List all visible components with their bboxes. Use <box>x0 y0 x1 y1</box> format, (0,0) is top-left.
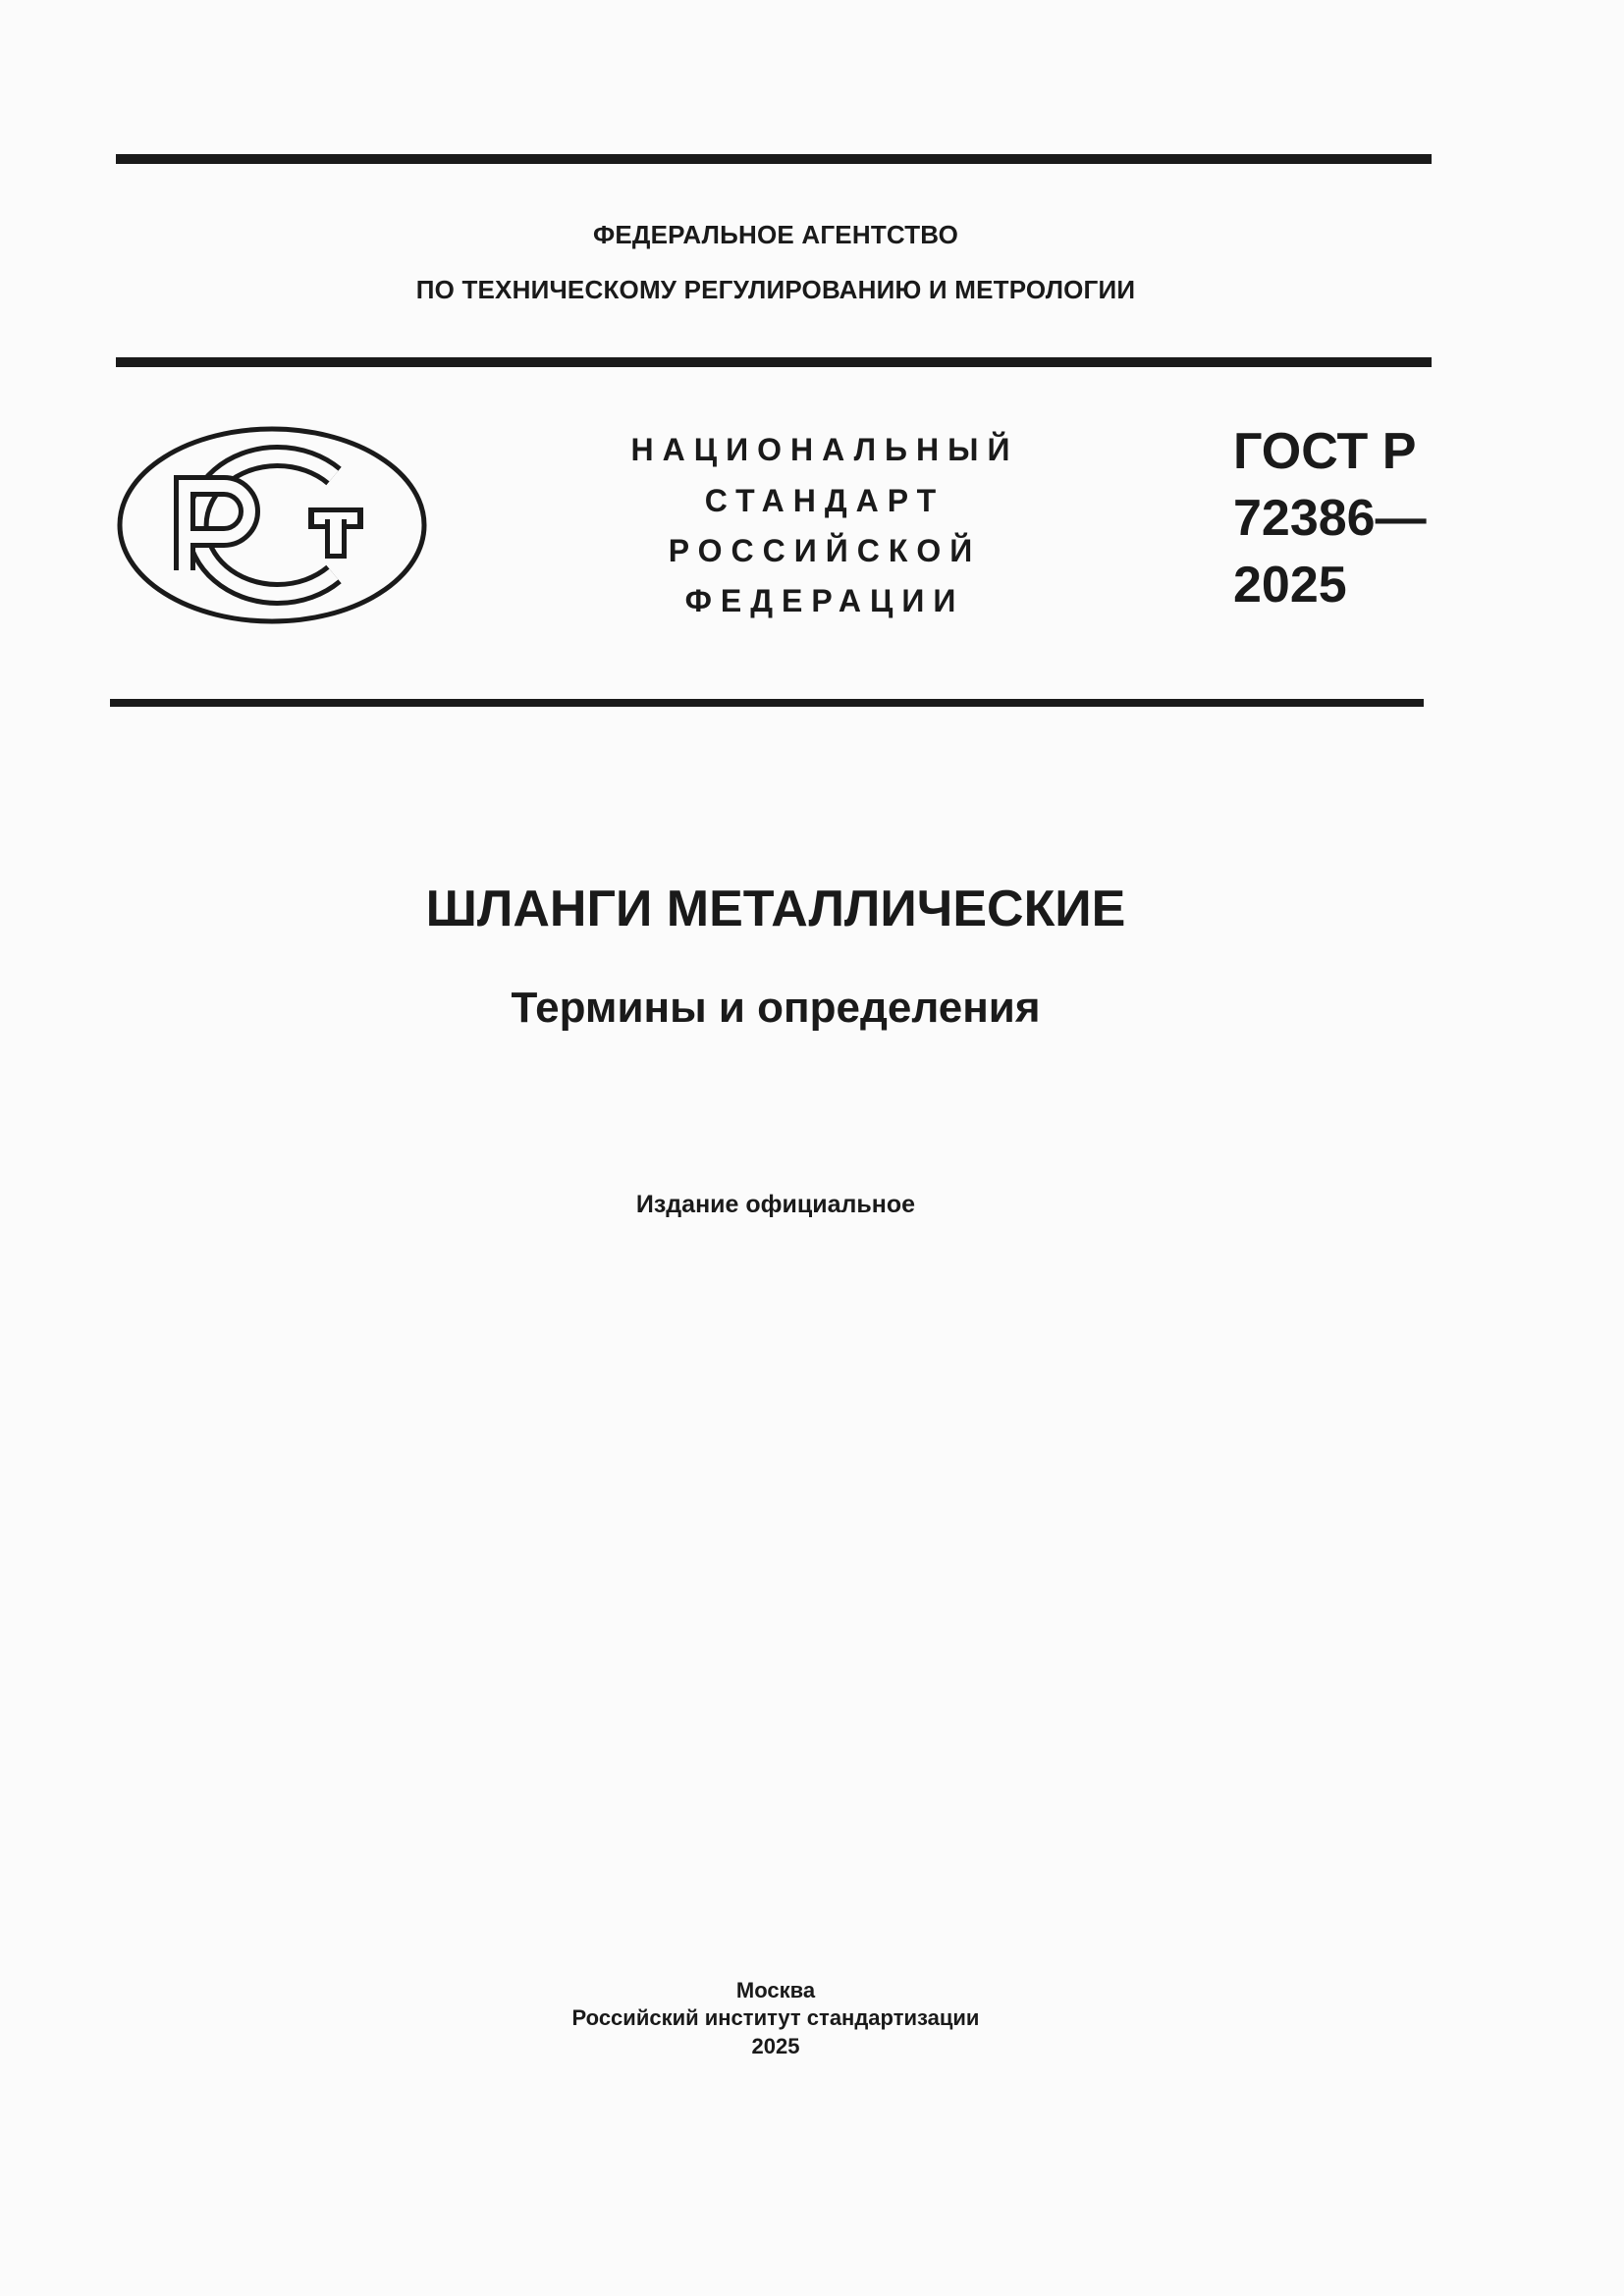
standard-code-line-3: 2025 <box>1233 557 1347 614</box>
document-subtitle: Термины и определения <box>511 984 1041 1032</box>
document-title: ШЛАНГИ МЕТАЛЛИЧЕСКИЕ <box>425 881 1126 937</box>
standard-type-line-1: НАЦИОНАЛЬНЫЙ <box>630 432 1019 467</box>
standard-type-line-2: СТАНДАРТ <box>704 483 946 518</box>
middle-rule <box>116 357 1432 367</box>
agency-name-line-1: ФЕДЕРАЛЬНОЕ АГЕНТСТВО <box>592 220 959 249</box>
imprint-city: Москва <box>735 1978 816 2002</box>
standard-code-line-2: 72386— <box>1233 490 1427 547</box>
bottom-rule <box>110 699 1424 707</box>
imprint-publisher: Российский институт стандартизации <box>571 2005 980 2030</box>
rst-logo-icon <box>116 425 428 626</box>
edition-note: Издание официальное <box>635 1191 916 1218</box>
standard-code-line-1: ГОСТ Р <box>1233 423 1417 480</box>
agency-name-line-2: ПО ТЕХНИЧЕСКОМУ РЕГУЛИРОВАНИЮ И МЕТРОЛОГИИ <box>415 275 1136 304</box>
standard-type-line-4: ФЕДЕРАЦИИ <box>684 583 965 618</box>
imprint-year: 2025 <box>751 2034 800 2058</box>
standard-type-line-3: РОССИЙСКОЙ <box>668 533 982 568</box>
top-rule <box>116 154 1432 164</box>
